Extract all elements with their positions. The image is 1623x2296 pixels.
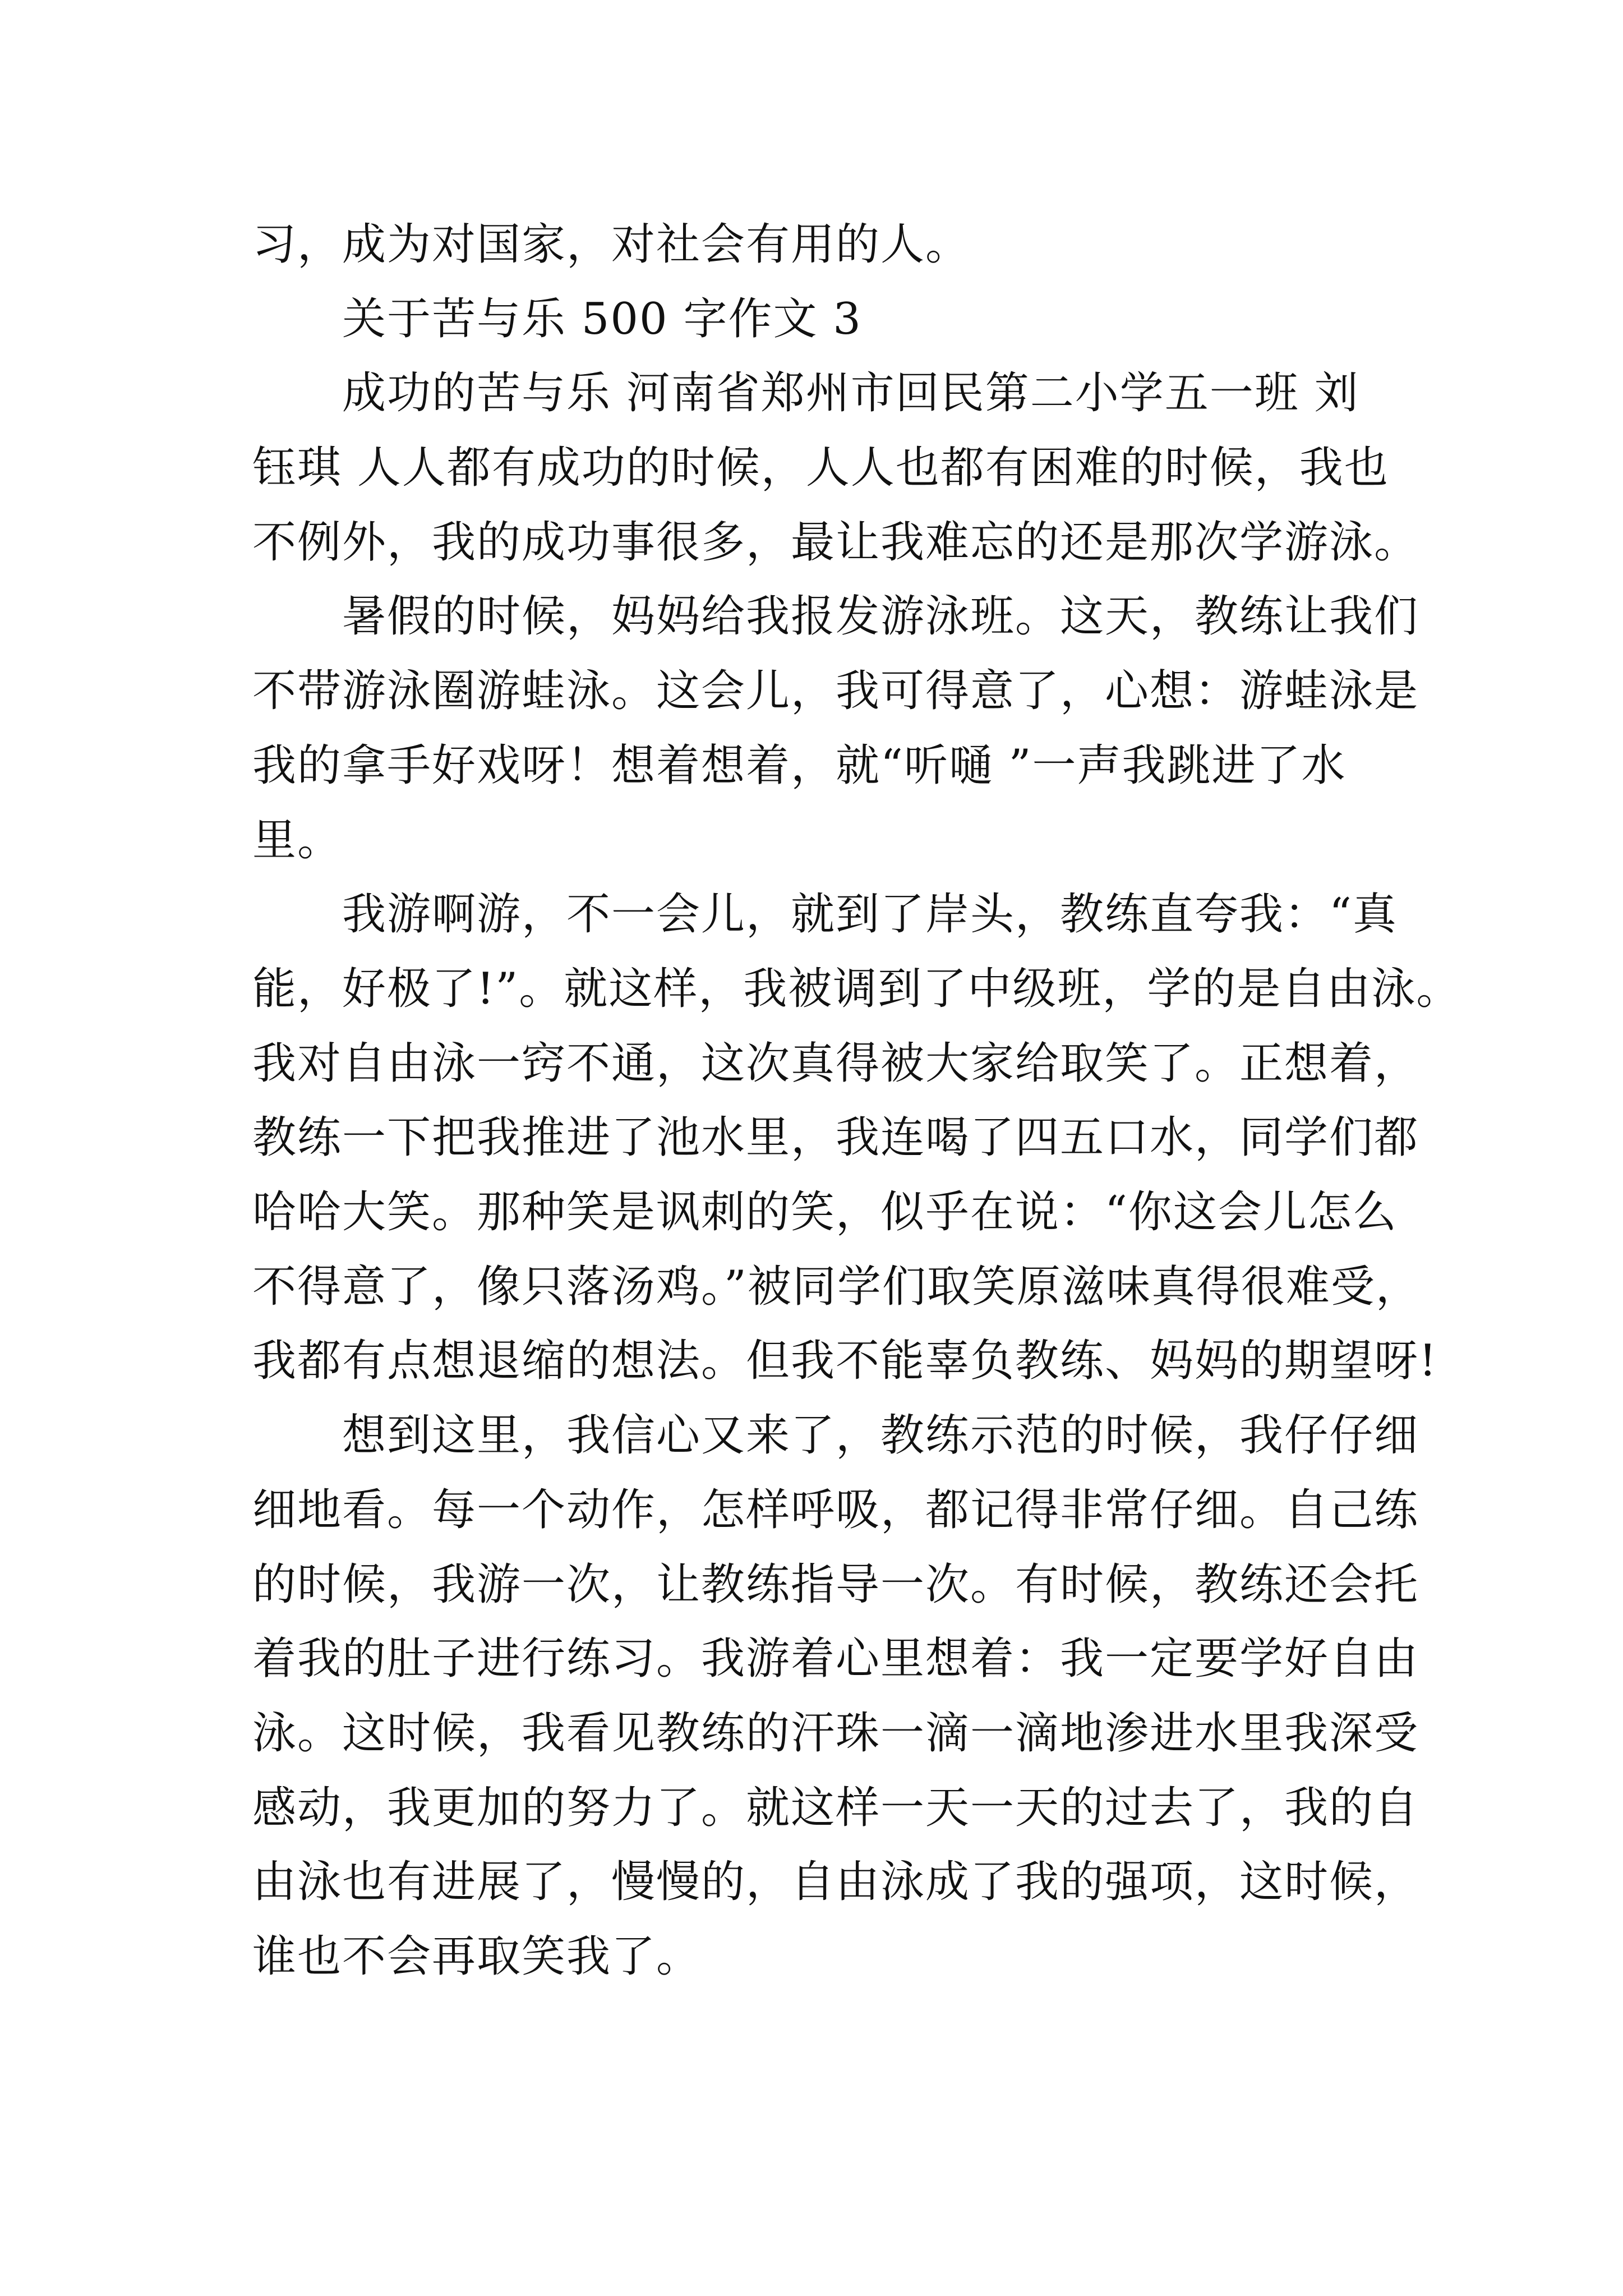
text-line: 我的拿手好戏呀！想着想着，就“听嗵 ”一声我跳进了水: [252, 740, 1347, 791]
text-line: 里。: [252, 815, 343, 866]
text-line: 能，好极了!”。就这样，我被调到了中级班，学的是自由泳。: [252, 964, 1461, 1014]
text-line: 谁也不会再取笑我了。: [252, 1931, 702, 1982]
text-line: 成功的苦与乐 河南省郑州市回民第二小学五一班 刘: [342, 368, 1359, 418]
text-line: 暑假的时候，妈妈给我报发游泳班。这天，教练让我们: [342, 591, 1419, 642]
text-line: 我游啊游，不一会儿，就到了岸头，教练直夸我：“真: [342, 889, 1398, 940]
text-line: 不得意了，像只落汤鸡。”被同学们取笑原滋味真得很难受，: [252, 1262, 1421, 1312]
text-line: 不带游泳圈游蛙泳。这会儿，我可得意了，心想：游蛙泳是: [252, 666, 1419, 716]
text-line: 习，成为对国家，对社会有用的人。: [252, 219, 971, 270]
text-line: 钰琪 人人都有成功的时候，人人也都有困难的时候，我也: [252, 443, 1389, 493]
text-line: 细地看。每一个动作，怎样呼吸，都记得非常仔细。自己练: [252, 1485, 1419, 1535]
text-line: 由泳也有进展了，慢慢的，自由泳成了我的强项，这时候，: [252, 1857, 1419, 1907]
text-line: 感动，我更加的努力了。就这样一天一天的过去了，我的自: [252, 1783, 1419, 1833]
text-line: 哈哈大笑。那种笑是讽刺的笑，似乎在说：“你这会儿怎么: [252, 1187, 1398, 1237]
text-line: 我对自由泳一窍不通，这次真得被大家给取笑了。正想着，: [252, 1038, 1419, 1089]
text-line: 着我的肚子进行练习。我游着心里想着：我一定要学好自由: [252, 1634, 1419, 1684]
text-line: 泳。这时候，我看见教练的汗珠一滴一滴地渗进水里我深受: [252, 1708, 1419, 1759]
text-line: 教练一下把我推进了池水里，我连喝了四五口水，同学们都: [252, 1112, 1419, 1163]
text-line: 想到这里，我信心又来了，教练示范的时候，我仔仔细: [342, 1410, 1419, 1461]
text-line: 不例外，我的成功事很多，最让我难忘的还是那次学游泳。: [252, 517, 1419, 568]
text-line: 我都有点想退缩的想法。但我不能辜负教练、妈妈的期望呀!: [252, 1336, 1438, 1386]
text-line: 的时候，我游一次，让教练指导一次。有时候，教练还会托: [252, 1559, 1419, 1610]
section-heading: 关于苦与乐 500 字作文 3: [342, 294, 862, 344]
